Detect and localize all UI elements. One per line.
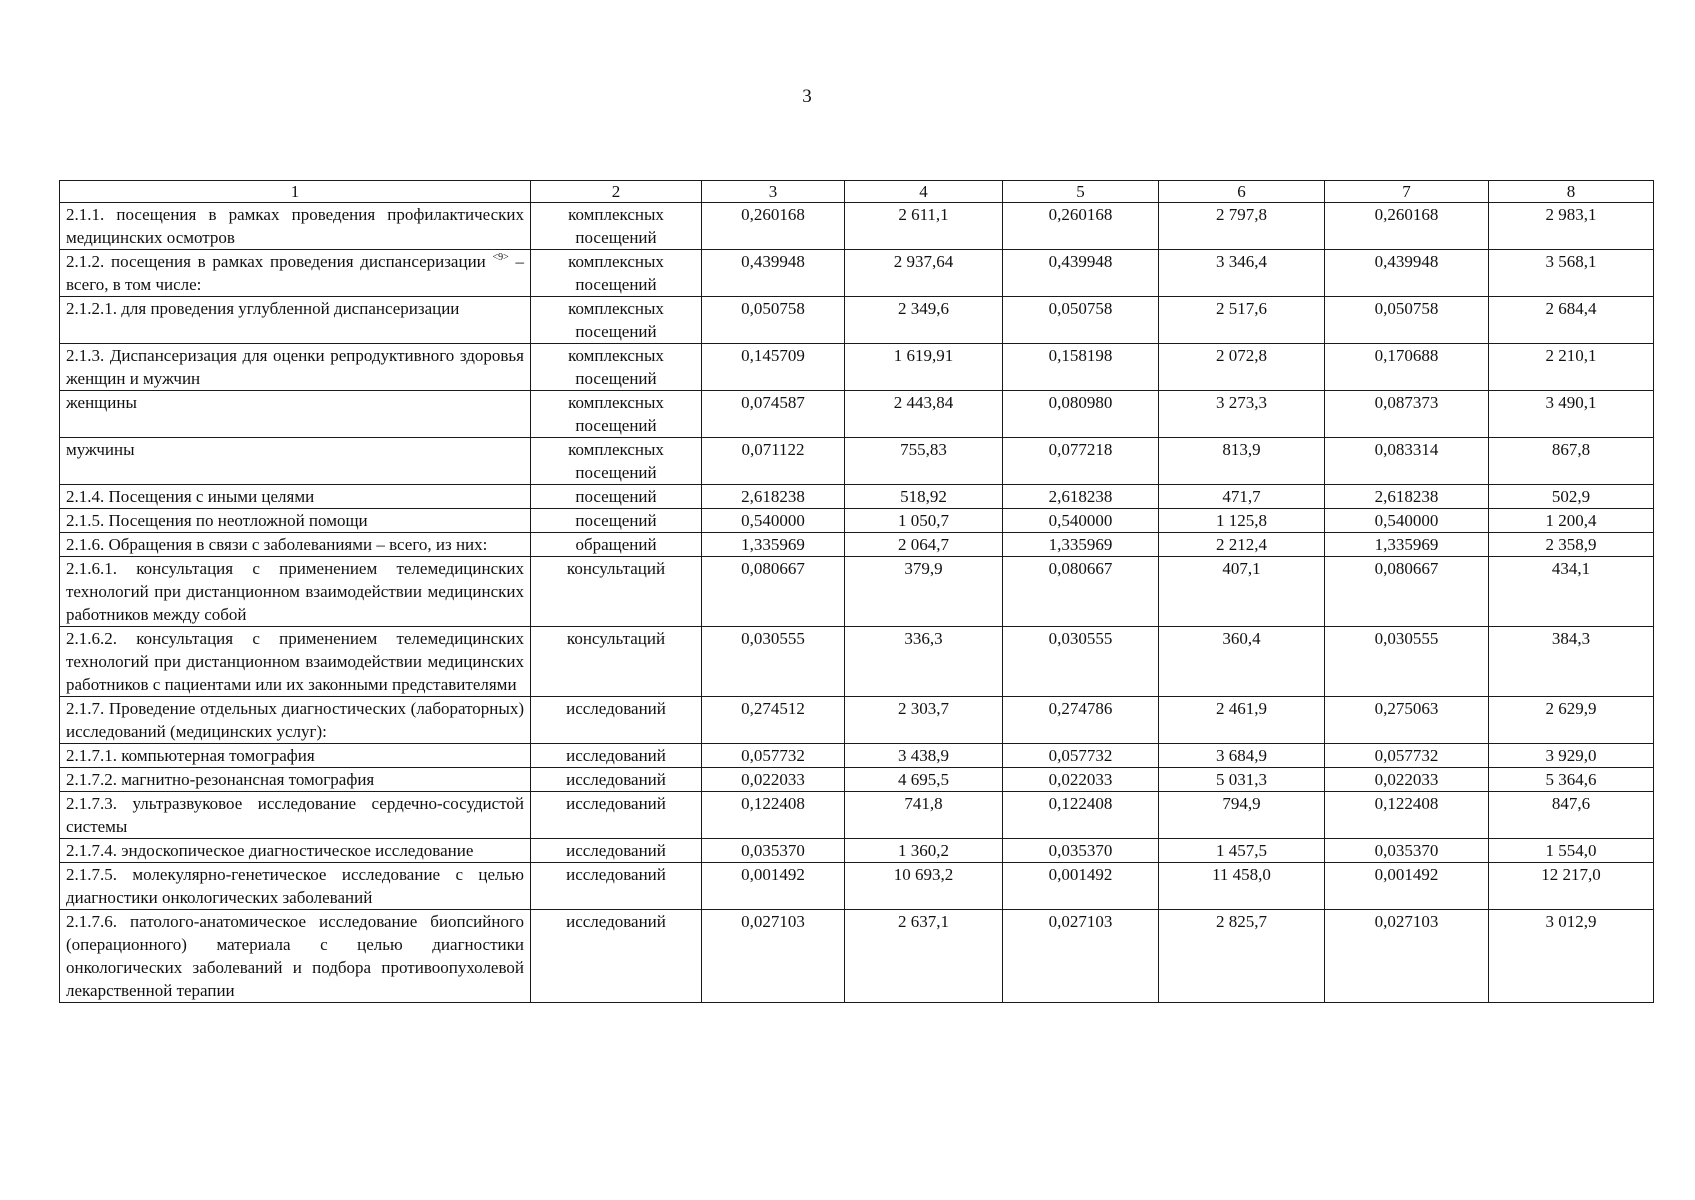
row-value: 0,027103 bbox=[1003, 910, 1159, 1003]
row-name: 2.1.6.2. консультация с применением телемедицинских технологий при дистанционном взаимодействии медицинских работников с пациентами или их законными представителями bbox=[66, 629, 524, 694]
column-header: 3 bbox=[702, 181, 845, 203]
row-unit: исследований bbox=[531, 697, 702, 744]
row-value: 1 200,4 bbox=[1489, 509, 1654, 533]
row-value: 471,7 bbox=[1159, 485, 1325, 509]
table-row bbox=[60, 792, 1654, 839]
row-unit: исследований bbox=[531, 768, 702, 792]
row-value: 0,035370 bbox=[702, 839, 845, 863]
page-number: 3 bbox=[802, 86, 812, 107]
row-unit: исследований bbox=[531, 863, 702, 910]
row-value: 0,122408 bbox=[702, 792, 845, 839]
row-name-cell bbox=[60, 744, 531, 768]
row-unit: исследований bbox=[531, 744, 702, 768]
row-value: 3 490,1 bbox=[1489, 391, 1654, 438]
column-header: 8 bbox=[1489, 181, 1654, 203]
row-value: 2 064,7 bbox=[845, 533, 1003, 557]
row-value: 1 125,8 bbox=[1159, 509, 1325, 533]
row-value: 0,030555 bbox=[702, 627, 845, 697]
row-value: 0,080667 bbox=[1003, 557, 1159, 627]
row-value: 0,057732 bbox=[702, 744, 845, 768]
row-value: 0,027103 bbox=[1325, 910, 1489, 1003]
row-value: 2,618238 bbox=[702, 485, 845, 509]
row-value: 0,074587 bbox=[702, 391, 845, 438]
row-name: 2.1.7.4. эндоскопическое диагностическое исследование bbox=[66, 841, 474, 860]
row-name-suffix: – всего, в том числе: bbox=[66, 252, 525, 294]
row-value: 741,8 bbox=[845, 792, 1003, 839]
row-value: 0,083314 bbox=[1325, 438, 1489, 485]
footnote-reference: <9> bbox=[492, 252, 509, 263]
row-value: 0,080667 bbox=[702, 557, 845, 627]
row-name-cell bbox=[60, 533, 531, 557]
header-row bbox=[60, 181, 1654, 203]
row-name-cell bbox=[60, 768, 531, 792]
row-unit: комплексных посещений bbox=[531, 391, 702, 438]
row-value: 434,1 bbox=[1489, 557, 1654, 627]
row-value: 0,122408 bbox=[1003, 792, 1159, 839]
row-unit: исследований bbox=[531, 839, 702, 863]
table-row bbox=[60, 250, 1654, 297]
row-value: 0,022033 bbox=[702, 768, 845, 792]
row-value: 2 349,6 bbox=[845, 297, 1003, 344]
row-name: 2.1.7.3. ультразвуковое исследование сердечно-сосудистой системы bbox=[66, 794, 524, 836]
row-value: 2 637,1 bbox=[845, 910, 1003, 1003]
row-value: 5 031,3 bbox=[1159, 768, 1325, 792]
row-unit: консультаций bbox=[531, 557, 702, 627]
row-value: 0,145709 bbox=[702, 344, 845, 391]
row-value: 336,3 bbox=[845, 627, 1003, 697]
row-name: 2.1.7. Проведение отдельных диагностических (лабораторных) исследований (медицинских услуг): bbox=[66, 699, 524, 741]
row-value: 1 050,7 bbox=[845, 509, 1003, 533]
row-value: 2 358,9 bbox=[1489, 533, 1654, 557]
row-value: 794,9 bbox=[1159, 792, 1325, 839]
row-value: 0,057732 bbox=[1003, 744, 1159, 768]
row-unit: исследований bbox=[531, 792, 702, 839]
row-value: 10 693,2 bbox=[845, 863, 1003, 910]
row-value: 2 983,1 bbox=[1489, 203, 1654, 250]
row-name-cell bbox=[60, 863, 531, 910]
row-value: 0,035370 bbox=[1325, 839, 1489, 863]
row-value: 1 360,2 bbox=[845, 839, 1003, 863]
row-value: 0,260168 bbox=[702, 203, 845, 250]
row-value: 755,83 bbox=[845, 438, 1003, 485]
row-name: 2.1.5. Посещения по неотложной помощи bbox=[66, 511, 368, 530]
row-unit: комплексных посещений bbox=[531, 297, 702, 344]
row-name: женщины bbox=[66, 393, 137, 412]
row-value: 379,9 bbox=[845, 557, 1003, 627]
row-value: 2 303,7 bbox=[845, 697, 1003, 744]
row-value: 0,087373 bbox=[1325, 391, 1489, 438]
row-unit: консультаций bbox=[531, 627, 702, 697]
row-value: 0,001492 bbox=[702, 863, 845, 910]
data-table bbox=[59, 180, 1654, 1003]
row-value: 0,540000 bbox=[1325, 509, 1489, 533]
column-header: 6 bbox=[1159, 181, 1325, 203]
row-name: 2.1.3. Диспансеризация для оценки репродуктивного здоровья женщин и мужчин bbox=[66, 346, 524, 388]
row-value: 0,260168 bbox=[1003, 203, 1159, 250]
row-value: 0,080980 bbox=[1003, 391, 1159, 438]
row-value: 1 457,5 bbox=[1159, 839, 1325, 863]
row-name-cell bbox=[60, 485, 531, 509]
table-row bbox=[60, 839, 1654, 863]
table-row bbox=[60, 297, 1654, 344]
row-value: 0,274512 bbox=[702, 697, 845, 744]
row-value: 0,071122 bbox=[702, 438, 845, 485]
row-value: 867,8 bbox=[1489, 438, 1654, 485]
row-value: 2 684,4 bbox=[1489, 297, 1654, 344]
row-value: 2 072,8 bbox=[1159, 344, 1325, 391]
row-value: 0,439948 bbox=[1003, 250, 1159, 297]
row-name: 2.1.6.1. консультация с применением телемедицинских технологий при дистанционном взаимодействии медицинских работников между собой bbox=[66, 559, 524, 624]
row-value: 11 458,0 bbox=[1159, 863, 1325, 910]
table-row bbox=[60, 391, 1654, 438]
row-value: 3 929,0 bbox=[1489, 744, 1654, 768]
row-name-cell bbox=[60, 391, 531, 438]
row-value: 1 619,91 bbox=[845, 344, 1003, 391]
row-value: 2,618238 bbox=[1325, 485, 1489, 509]
row-value: 0,050758 bbox=[1325, 297, 1489, 344]
row-name: 2.1.4. Посещения с иными целями bbox=[66, 487, 315, 506]
row-value: 2,618238 bbox=[1003, 485, 1159, 509]
row-unit: комплексных посещений bbox=[531, 344, 702, 391]
row-value: 0,001492 bbox=[1003, 863, 1159, 910]
row-value: 0,260168 bbox=[1325, 203, 1489, 250]
row-value: 0,080667 bbox=[1325, 557, 1489, 627]
row-value: 0,027103 bbox=[702, 910, 845, 1003]
row-name: 2.1.6. Обращения в связи с заболеваниями – всего, из них: bbox=[66, 535, 488, 554]
row-value: 5 364,6 bbox=[1489, 768, 1654, 792]
table-row bbox=[60, 203, 1654, 250]
column-header: 5 bbox=[1003, 181, 1159, 203]
table-row bbox=[60, 533, 1654, 557]
row-value: 3 438,9 bbox=[845, 744, 1003, 768]
table-row bbox=[60, 863, 1654, 910]
row-name-cell bbox=[60, 910, 531, 1003]
row-value: 0,274786 bbox=[1003, 697, 1159, 744]
table-row bbox=[60, 344, 1654, 391]
row-value: 3 346,4 bbox=[1159, 250, 1325, 297]
row-unit: посещений bbox=[531, 509, 702, 533]
row-value: 0,122408 bbox=[1325, 792, 1489, 839]
row-value: 1,335969 bbox=[702, 533, 845, 557]
row-value: 0,050758 bbox=[702, 297, 845, 344]
row-value: 0,077218 bbox=[1003, 438, 1159, 485]
row-value: 2 611,1 bbox=[845, 203, 1003, 250]
row-name-cell bbox=[60, 297, 531, 344]
row-name: 2.1.7.5. молекулярно-генетическое исследование с целью диагностики онкологических заболеваний bbox=[66, 865, 524, 907]
row-value: 407,1 bbox=[1159, 557, 1325, 627]
table-row bbox=[60, 485, 1654, 509]
row-value: 847,6 bbox=[1489, 792, 1654, 839]
row-value: 0,275063 bbox=[1325, 697, 1489, 744]
row-value: 0,540000 bbox=[1003, 509, 1159, 533]
row-value: 813,9 bbox=[1159, 438, 1325, 485]
row-value: 0,170688 bbox=[1325, 344, 1489, 391]
row-value: 0,057732 bbox=[1325, 744, 1489, 768]
row-unit: посещений bbox=[531, 485, 702, 509]
table-row bbox=[60, 438, 1654, 485]
table-body bbox=[60, 203, 1654, 1003]
row-name-cell bbox=[60, 792, 531, 839]
row-value: 0,022033 bbox=[1325, 768, 1489, 792]
row-name: 2.1.2.1. для проведения углубленной диспансеризации bbox=[66, 299, 460, 318]
row-value: 1,335969 bbox=[1003, 533, 1159, 557]
row-value: 0,439948 bbox=[1325, 250, 1489, 297]
row-value: 2 443,84 bbox=[845, 391, 1003, 438]
table-row bbox=[60, 768, 1654, 792]
row-value: 1,335969 bbox=[1325, 533, 1489, 557]
row-value: 2 797,8 bbox=[1159, 203, 1325, 250]
row-name: 2.1.7.6. патолого-анатомическое исследование биопсийного (операционного) материала с целью диагностики онкологических заболеваний и подбора противоопухолевой лекарственной терапии bbox=[66, 912, 524, 1000]
row-value: 0,439948 bbox=[702, 250, 845, 297]
row-value: 2 461,9 bbox=[1159, 697, 1325, 744]
row-name-cell bbox=[60, 509, 531, 533]
row-value: 0,030555 bbox=[1003, 627, 1159, 697]
row-name: мужчины bbox=[66, 440, 135, 459]
row-value: 502,9 bbox=[1489, 485, 1654, 509]
row-value: 2 937,64 bbox=[845, 250, 1003, 297]
row-name-cell bbox=[60, 344, 531, 391]
row-name: 2.1.7.2. магнитно-резонансная томография bbox=[66, 770, 375, 789]
row-value: 2 210,1 bbox=[1489, 344, 1654, 391]
row-value: 518,92 bbox=[845, 485, 1003, 509]
row-unit: комплексных посещений bbox=[531, 438, 702, 485]
row-unit: комплексных посещений bbox=[531, 250, 702, 297]
row-value: 12 217,0 bbox=[1489, 863, 1654, 910]
row-value: 3 273,3 bbox=[1159, 391, 1325, 438]
column-header: 7 bbox=[1325, 181, 1489, 203]
row-value: 2 629,9 bbox=[1489, 697, 1654, 744]
table-row bbox=[60, 557, 1654, 627]
row-value: 4 695,5 bbox=[845, 768, 1003, 792]
row-value: 2 212,4 bbox=[1159, 533, 1325, 557]
row-name-cell bbox=[60, 557, 531, 627]
table-row bbox=[60, 910, 1654, 1003]
row-value: 0,035370 bbox=[1003, 839, 1159, 863]
row-value: 3 568,1 bbox=[1489, 250, 1654, 297]
row-value: 0,001492 bbox=[1325, 863, 1489, 910]
row-name-cell bbox=[60, 627, 531, 697]
row-value: 2 517,6 bbox=[1159, 297, 1325, 344]
row-name-cell bbox=[60, 250, 531, 297]
row-value: 2 825,7 bbox=[1159, 910, 1325, 1003]
row-value: 0,030555 bbox=[1325, 627, 1489, 697]
row-value: 3 012,9 bbox=[1489, 910, 1654, 1003]
row-value: 0,050758 bbox=[1003, 297, 1159, 344]
row-unit: обращений bbox=[531, 533, 702, 557]
row-name: 2.1.2. посещения в рамках проведения диспансеризации bbox=[66, 252, 486, 271]
row-unit: исследований bbox=[531, 910, 702, 1003]
table-row bbox=[60, 744, 1654, 768]
row-name: 2.1.7.1. компьютерная томография bbox=[66, 746, 315, 765]
row-value: 3 684,9 bbox=[1159, 744, 1325, 768]
row-name-cell bbox=[60, 839, 531, 863]
column-header: 4 bbox=[845, 181, 1003, 203]
row-value: 1 554,0 bbox=[1489, 839, 1654, 863]
row-name: 2.1.1. посещения в рамках проведения профилактических медицинских осмотров bbox=[66, 205, 524, 247]
row-unit: комплексных посещений bbox=[531, 203, 702, 250]
table-row bbox=[60, 509, 1654, 533]
column-header: 2 bbox=[531, 181, 702, 203]
row-name-cell bbox=[60, 697, 531, 744]
row-value: 0,540000 bbox=[702, 509, 845, 533]
column-header: 1 bbox=[60, 181, 531, 203]
row-value: 384,3 bbox=[1489, 627, 1654, 697]
table-row bbox=[60, 697, 1654, 744]
row-name-cell bbox=[60, 203, 531, 250]
row-value: 360,4 bbox=[1159, 627, 1325, 697]
row-name-cell bbox=[60, 438, 531, 485]
row-value: 0,022033 bbox=[1003, 768, 1159, 792]
table-header bbox=[60, 181, 1654, 203]
row-value: 0,158198 bbox=[1003, 344, 1159, 391]
table-row bbox=[60, 627, 1654, 697]
